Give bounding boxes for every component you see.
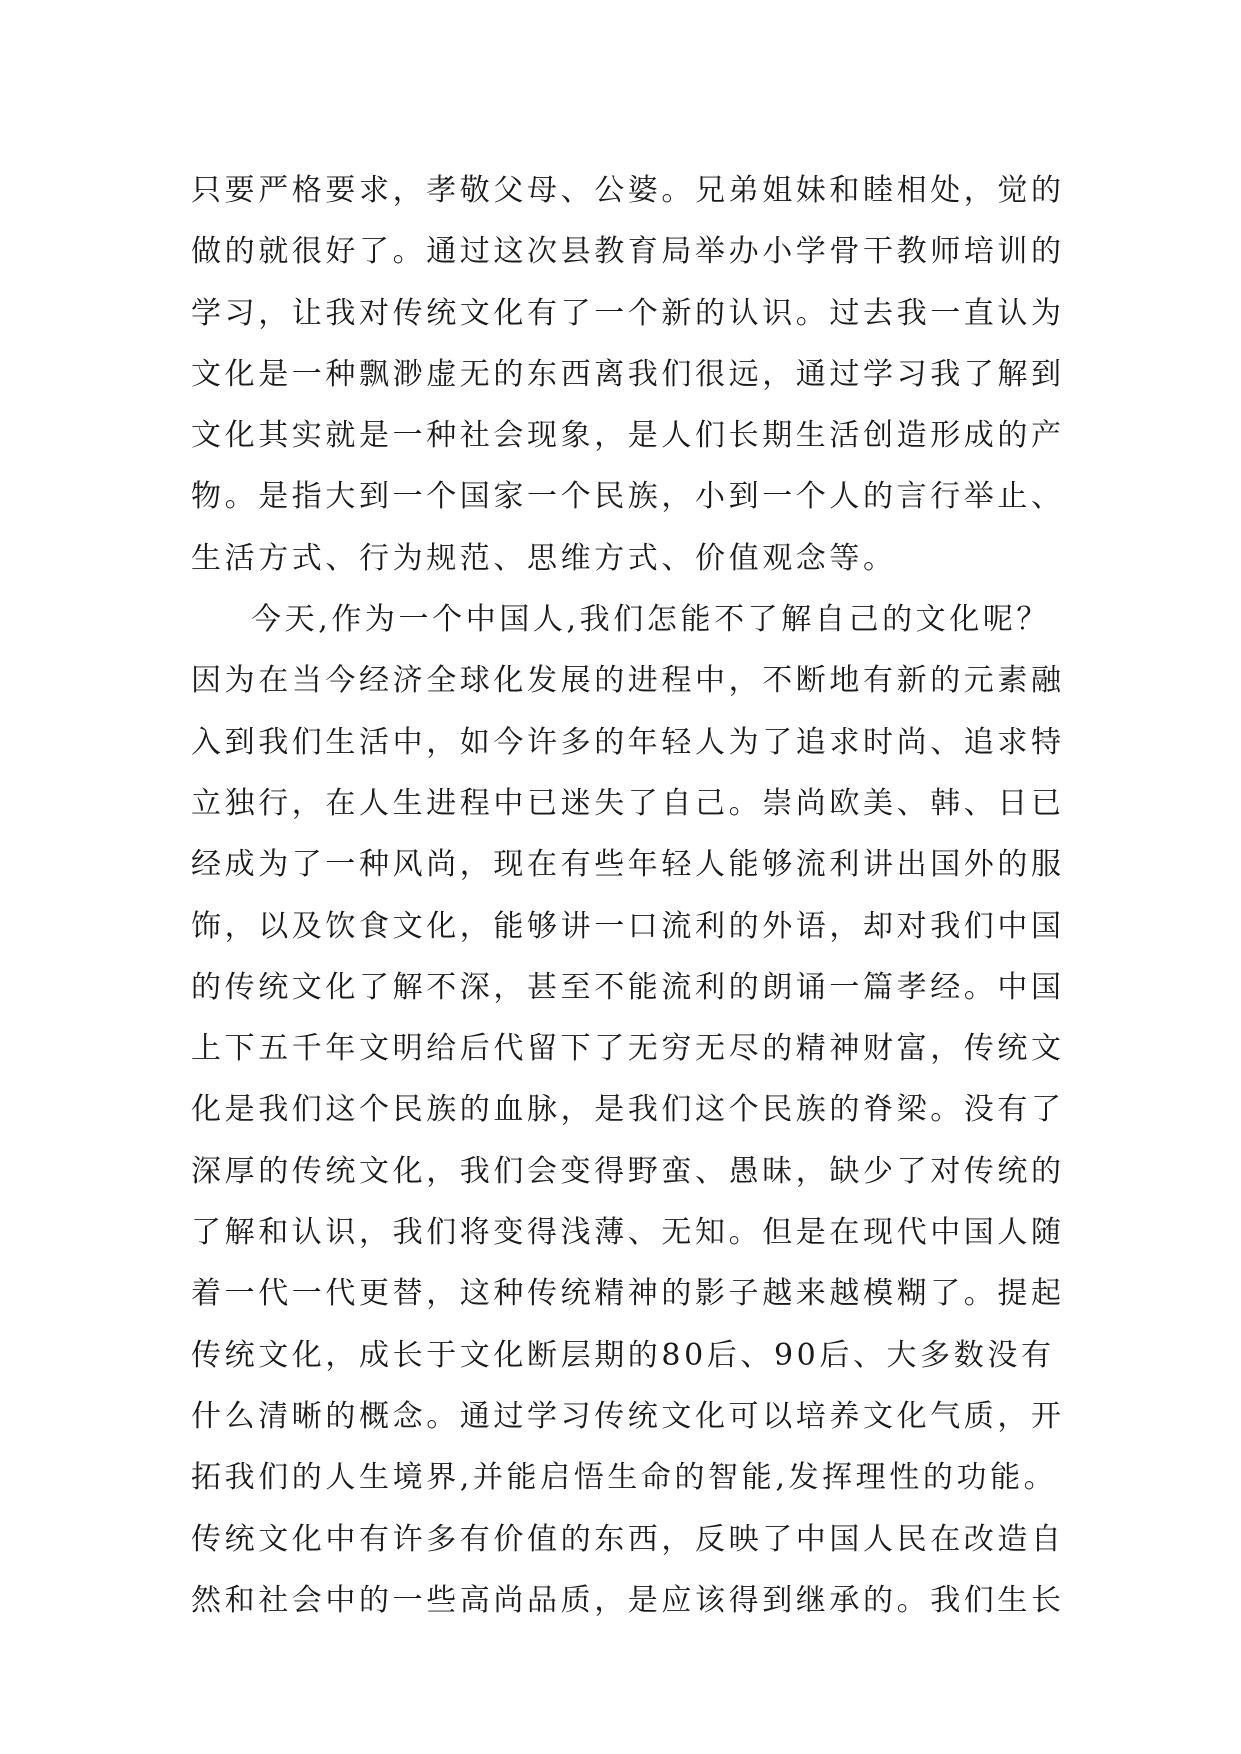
text-line: 深厚的传统文化，我们会变得野蛮、愚昧，缺少了对传统的 — [191, 1153, 1065, 1189]
text-line: 饰，以及饮食文化，能够讲一口流利的外语，却对我们中国 — [191, 908, 1065, 944]
text-line: 传统文化，成长于文化断层期的80后、90后、大多数没有 — [191, 1337, 1055, 1373]
text-line: 什么清晰的概念。通过学习传统文化可以培养文化气质，开 — [191, 1398, 1065, 1434]
text-line: 化是我们这个民族的血脉，是我们这个民族的脊梁。没有了 — [191, 1092, 1065, 1128]
text-line: 做的就很好了。通过这次县教育局举办小学骨干教师培训的 — [191, 234, 1065, 270]
text-line: 文化其实就是一种社会现象，是人们长期生活创造形成的产 — [191, 418, 1065, 454]
body-text — [191, 160, 1071, 1631]
text-line: 生活方式、行为规范、思维方式、价值观念等。 — [191, 540, 897, 576]
text-line: 立独行，在人生进程中已迷失了自己。崇尚欧美、韩、日已 — [191, 785, 1065, 821]
text-line: 拓我们的人生境界,并能启悟生命的智能,发挥理性的功能。 — [191, 1460, 1058, 1496]
text-line: 因为在当今经济全球化发展的进程中，不断地有新的元素融 — [191, 663, 1065, 699]
text-line: 了解和认识，我们将变得浅薄、无知。但是在现代中国人随 — [191, 1215, 1065, 1251]
text-line: 文化是一种飘渺虚无的东西离我们很远，通过学习我了解到 — [191, 356, 1065, 392]
text-line: 然和社会中的一些高尚品质，是应该得到继承的。我们生长 — [191, 1582, 1065, 1618]
text-line: 只要严格要求，孝敬父母、公婆。兄弟姐妹和睦相处，觉的 — [191, 173, 1065, 208]
text-line: 物。是指大到一个国家一个民族，小到一个人的言行举止、 — [191, 479, 1065, 515]
text-line: 上下五千年文明给后代留下了无穷无尽的精神财富，传统文 — [191, 1031, 1065, 1067]
text-line: 传统文化中有许多有价值的东西，反映了中国人民在改造自 — [191, 1521, 1065, 1557]
text-line: 学习，让我对传统文化有了一个新的认识。过去我一直认为 — [191, 295, 1065, 331]
text-line: 经成为了一种风尚，现在有些年轻人能够流利讲出国外的服 — [191, 847, 1065, 883]
text-line: 的传统文化了解不深，甚至不能流利的朗诵一篇孝经。中国 — [191, 969, 1065, 1005]
paragraph-start-line: 今天,作为一个中国人,我们怎能不了解自己的文化呢？ — [251, 602, 1051, 638]
text-line: 着一代一代更替，这种传统精神的影子越来越模糊了。提起 — [191, 1276, 1065, 1312]
text-line: 入到我们生活中，如今许多的年轻人为了追求时尚、追求特 — [191, 724, 1065, 760]
